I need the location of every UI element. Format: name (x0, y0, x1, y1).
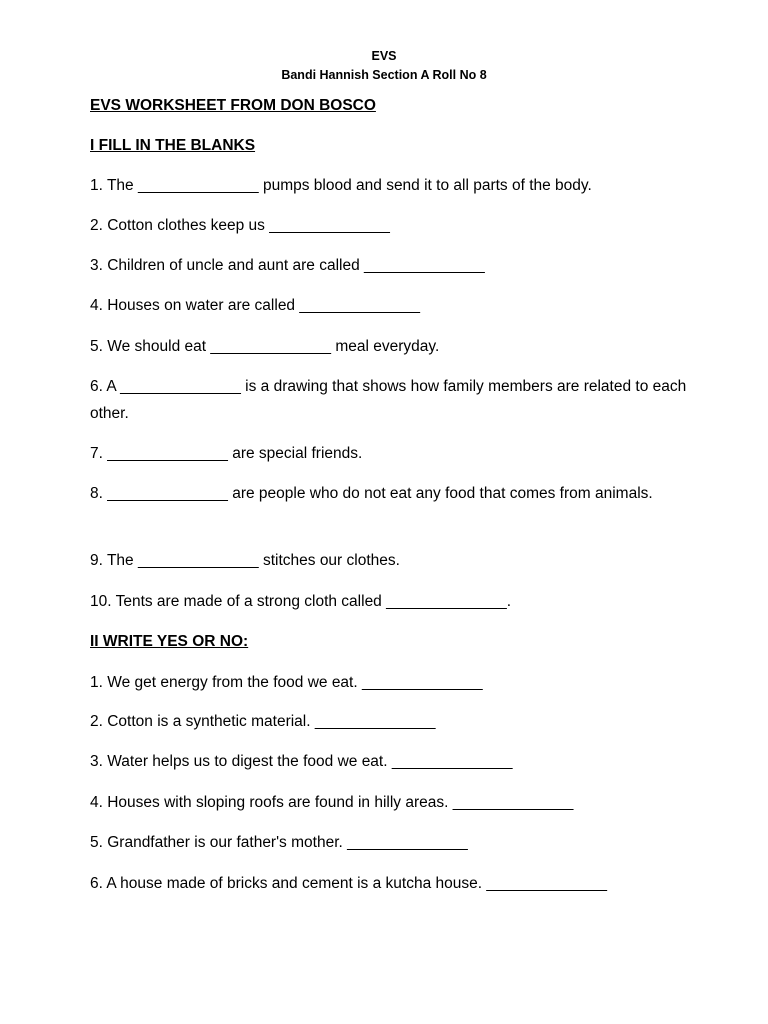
yes-no-question: 4. Houses with sloping roofs are found in hilly areas. ______________ (90, 794, 574, 811)
fill-blank-question: 3. Children of uncle and aunt are called ______________ (90, 257, 485, 274)
fill-blank-question: 10. Tents are made of a strong cloth called ______________. (90, 593, 512, 610)
yes-no-question: 2. Cotton is a synthetic material. ______________ (90, 713, 436, 730)
fill-blank-question: 7. ______________ are special friends. (90, 445, 363, 462)
fill-blank-question: 1. The ______________ pumps blood and send it to all parts of the body. (90, 177, 592, 194)
fill-blank-question: 8. ______________ are people who do not eat any food that comes from animals. (90, 485, 653, 502)
fill-blank-question: 9. The ______________ stitches our clothes. (90, 552, 400, 569)
fill-blank-question: 4. Houses on water are called ______________ (90, 297, 421, 314)
yes-no-question: 3. Water helps us to digest the food we eat. ______________ (90, 753, 513, 770)
yes-no-question: 5. Grandfather is our father's mother. ______________ (90, 834, 468, 851)
yes-no-question: 1. We get energy from the food we eat. ______________ (90, 674, 483, 691)
subject-header: EVS (371, 49, 397, 63)
fill-blank-question: 2. Cotton clothes keep us ______________ (90, 217, 390, 234)
section-heading-fill-blanks: I FILL IN THE BLANKS (90, 137, 256, 154)
worksheet-title: EVS WORKSHEET FROM DON BOSCO (90, 97, 376, 114)
fill-blank-question: 6. A ______________ is a drawing that shows how family members are related to each other. (90, 378, 687, 422)
fill-blank-question: 5. We should eat ______________ meal everyday. (90, 338, 440, 355)
section-heading-yes-no: II WRITE YES OR NO: (90, 633, 249, 650)
yes-no-question: 6. A house made of bricks and cement is a kutcha house. ______________ (90, 875, 608, 892)
student-info-header: Bandi Hannish Section A Roll No 8 (281, 68, 487, 82)
